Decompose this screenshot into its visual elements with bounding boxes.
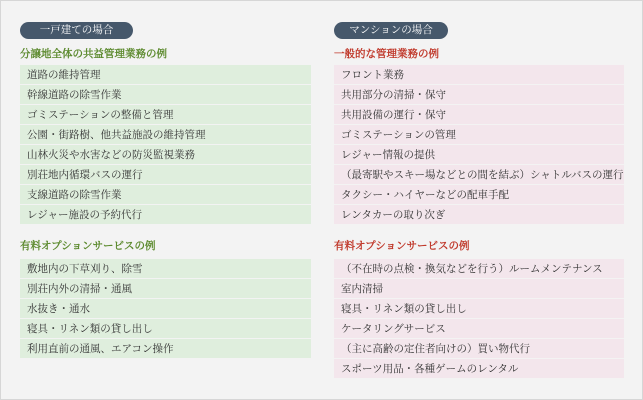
- house-option-list: [20, 259, 311, 359]
- list-item: タクシー・ハイヤーなどの配車手配: [334, 185, 624, 205]
- list-item: スポーツ用品・各種ゲームのレンタル: [334, 359, 624, 379]
- house-common-title: 分譲地全体の共益管理業務の例: [20, 48, 167, 60]
- list-item: （主に高齢の定住者向けの）買い物代行: [334, 339, 624, 359]
- list-item: 利用直前の通風、エアコン操作: [20, 339, 311, 359]
- list-item: フロント業務: [334, 65, 624, 85]
- list-item: ゴミステーションの管理: [334, 125, 624, 145]
- mansion-option-list: [334, 259, 624, 379]
- list-item: レンタカーの取り次ぎ: [334, 205, 624, 225]
- mansion-option-title: 有料オプションサービスの例: [334, 240, 470, 252]
- list-item: 幹線道路の除雪作業: [20, 85, 311, 105]
- list-item: 別荘地内循環バスの運行: [20, 165, 311, 185]
- house-option-title: 有料オプションサービスの例: [20, 240, 156, 252]
- list-item: 別荘内外の清掃・通風: [20, 279, 311, 299]
- mansion-general-title: 一般的な管理業務の例: [334, 48, 439, 60]
- list-item: 寝具・リネン類の貸し出し: [334, 299, 624, 319]
- list-item: レジャー情報の提供: [334, 145, 624, 165]
- list-item: （不在時の点検・換気などを行う）ルームメンテナンス: [334, 259, 624, 279]
- list-item: （最寄駅やスキー場などとの間を結ぶ）シャトルバスの運行: [334, 165, 624, 185]
- list-item: 室内清掃: [334, 279, 624, 299]
- list-item: 道路の維持管理: [20, 65, 311, 85]
- list-item: 共用設備の運行・保守: [334, 105, 624, 125]
- list-item: 水抜き・通水: [20, 299, 311, 319]
- list-item: 敷地内の下草刈り、除雪: [20, 259, 311, 279]
- mansion-general-list: [334, 65, 624, 225]
- house-common-list: [20, 65, 311, 225]
- list-item: 公園・街路樹、他共益施設の維持管理: [20, 125, 311, 145]
- mansion-heading-pill: マンションの場合: [334, 22, 448, 39]
- list-item: ケータリングサービス: [334, 319, 624, 339]
- list-item: 共用部分の清掃・保守: [334, 85, 624, 105]
- list-item: 支線道路の除雪作業: [20, 185, 311, 205]
- list-item: 山林火災や水害などの防災監視業務: [20, 145, 311, 165]
- house-heading-pill: 一戸建ての場合: [20, 22, 133, 39]
- list-item: 寝具・リネン類の貸し出し: [20, 319, 311, 339]
- list-item: レジャー施設の予約代行: [20, 205, 311, 225]
- list-item: ゴミステーションの整備と管理: [20, 105, 311, 125]
